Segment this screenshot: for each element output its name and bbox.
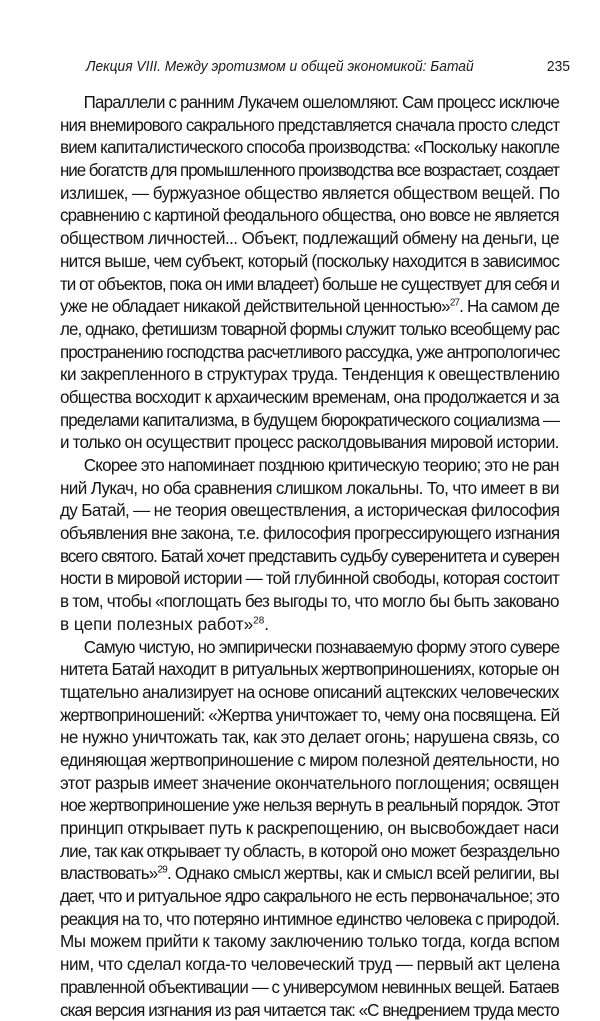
text-line: сравнению с картиной феодального общества, оно вовсе не является <box>60 204 553 227</box>
page-number: 235 <box>547 58 570 75</box>
text-line <box>60 295 554 318</box>
text-line: реакция на то, что потеряно интимное единство человека с природой. <box>60 908 555 931</box>
footnote-ref: 28 <box>253 615 264 626</box>
text-line: принцип открывает путь к раскрепощению, он высвобождает наси <box>60 817 556 840</box>
running-title: Лекция VIII. Между эротизмом и общей экономикой: Батай <box>86 58 474 75</box>
running-header <box>86 58 570 80</box>
text-line: пределами капитализма, в будущем бюрократического социализма — <box>60 409 551 432</box>
text-line <box>60 613 559 636</box>
text-line: жертвоприношений: «Жертва уничтожает то, чему она посвящена. Ей <box>60 704 553 727</box>
paragraph <box>60 91 559 454</box>
text-line: ния внемирового сакрального представляется сначала просто следст <box>60 114 554 137</box>
line-text: . Однако смысл жертвы, как и смысл всей религии, вы <box>167 863 559 883</box>
page-body <box>60 91 559 1021</box>
text-line: Параллели с ранним Лукачем ошеломляют. Сам процесс исключе <box>60 91 552 114</box>
text-line: не нужно уничтожать так, как это делает огонь; нарушена связь, со <box>60 726 558 749</box>
text-line: излишек, — буржуазное общество является обществом вещей. По <box>60 182 555 205</box>
text-line: Мы можем прийти к такому заключению только тогда, когда вспом <box>60 930 557 953</box>
text-line <box>60 862 555 885</box>
text-line: ская версия изгнания из рая читается так: «С внедрением труда место <box>60 999 555 1021</box>
text-line: ти от объектов, пока он ими владеет) больше не существует для себя и <box>60 273 555 296</box>
text-line: обществом личностей... Объект, подлежащий обмену на деньги, це <box>60 227 556 250</box>
text-line: Скорее это напоминает позднюю критическую теорию; это не ран <box>60 454 554 477</box>
text-line: ний Лукач, но оба сравнения слишком локальны. То, что имеет в ви <box>60 477 556 500</box>
paragraph <box>60 636 559 1021</box>
text-line: ности в мировой истории — той глубинной свободы, которая состоит <box>60 567 555 590</box>
text-line: Самую чистую, но эмпирически познаваемую форму этого сувере <box>60 636 553 659</box>
line-text: в цепи полезных работ» <box>60 614 253 634</box>
text-line: нитета Батай находит в ритуальных жертвоприношениях, которые он <box>60 658 554 681</box>
line-text: уже не обладает никакой действительной ценностью» <box>60 296 450 316</box>
text-line: правленной объективации — с универсумом невинных вещей. Батаев <box>60 976 551 999</box>
text-line: тщательно анализирует на основе описаний ацтекских человеческих <box>60 681 554 704</box>
text-line: пространению господства расчетливого рассудка, уже антропологичес <box>60 341 554 364</box>
line-text: . <box>264 614 269 634</box>
text-line: ние богатств для промышленного производства все возрастает, создает <box>60 159 553 182</box>
text-line: всего святого. Батай хочет представить судьбу суверенитета и суверен <box>60 545 556 568</box>
text-line: лие, так как открывает ту область, в которой оно может безраздельно <box>60 840 557 863</box>
paragraph <box>60 454 559 636</box>
text-line: и только он осуществит процесс расколдовывания мировой истории. <box>60 431 554 454</box>
text-line: ле, однако, фетишизм товарной формы служит только всеобщему рас <box>60 318 552 341</box>
text-line: общества восходит к архаическим временам, она продолжается и за <box>60 386 554 409</box>
text-line: вием капиталистического способа производства: «Поскольку накопле <box>60 136 554 159</box>
footnote-ref: 27 <box>450 297 459 308</box>
line-text: властвовать» <box>60 863 157 883</box>
text-line: ки закрепленного в структурах труда. Тенденция к овеществлению <box>60 363 557 386</box>
text-line: в том, чтобы «поглощать без выгоды то, что могло бы быть заковано <box>60 590 556 613</box>
text-line: единяющая жертвоприношение с миром полезной деятельности, но <box>60 749 553 772</box>
line-text: . На самом де <box>459 296 559 316</box>
text-line: ду Батай, — не теория овеществления, а историческая философия <box>60 499 555 522</box>
text-line: нится выше, чем субъект, который (поскольку находится в зависимос <box>60 250 556 273</box>
text-line: этот разрыв имеет значение окончательного поглощения; освящен <box>60 772 555 795</box>
text-line: объявления вне закона, т.е. философия прогрессирующего изгнания <box>60 522 555 545</box>
footnote-ref: 29 <box>157 865 166 876</box>
text-line: ное жертвоприношение уже нельзя вернуть в реальный порядок. Этот <box>60 794 553 817</box>
text-line: ним, что сделал когда-то человеческий труд — первый акт целена <box>60 953 557 976</box>
text-line: дает, что и ритуальное ядро сакрального не есть первоначальное; это <box>60 885 556 908</box>
